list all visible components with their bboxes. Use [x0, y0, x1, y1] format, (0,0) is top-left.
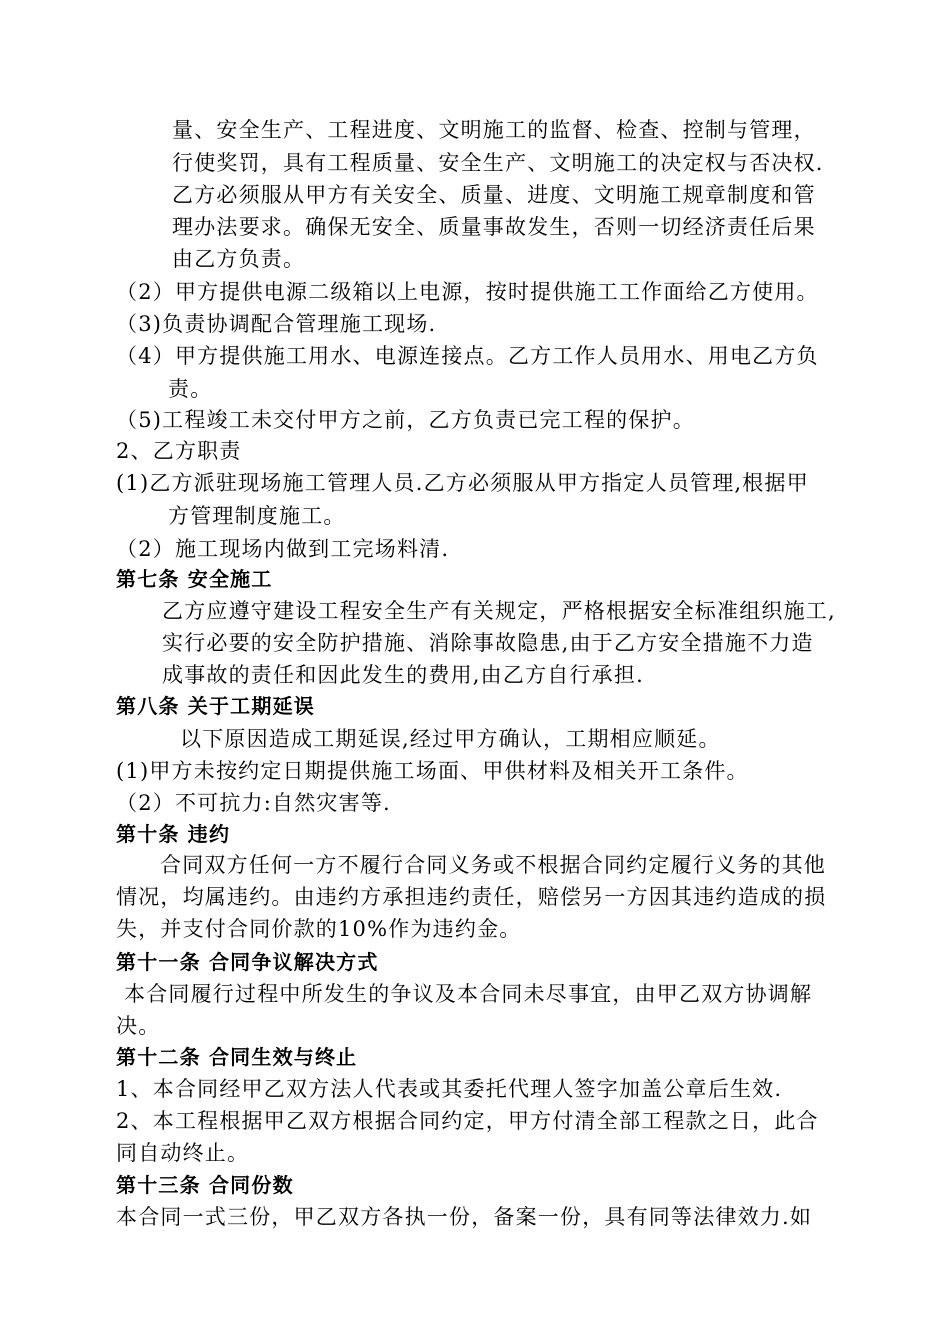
text-line: 同自动终止。	[116, 1141, 250, 1165]
text-line: 实行必要的安全防护措施、消除事故隐患,由于乙方安全措施不力造	[162, 631, 814, 655]
text-line: 以下原因造成工期延误,经过甲方确认，工期相应顺延。	[180, 727, 721, 751]
text-line: （5)工程竣工未交付甲方之前，乙方负责已完工程的保护。	[116, 408, 695, 432]
text-line: 2、本工程根据甲乙双方根据合同约定，甲方付清全部工程款之日，此合	[116, 1109, 819, 1133]
text-line: （2）甲方提供电源二级箱以上电源，按时提供施工工作面给乙方使用。	[116, 280, 819, 304]
text-line: 情况，均属违约。由违约方承担违约责任，赔偿另一方因其违约造成的损	[116, 885, 827, 909]
text-line: 2、乙方职责	[116, 439, 242, 463]
text-line: (1)乙方派驻现场施工管理人员.乙方必须服从甲方指定人员管理,根据甲	[116, 471, 809, 495]
text-line: 决。	[116, 1014, 161, 1038]
text-line: (1)甲方未按约定日期提供施工场面、甲供材料及相关开工条件。	[116, 759, 749, 783]
text-line: （2）施工现场内做到工完场料清.	[116, 537, 450, 561]
text-line: 方管理制度施工。	[168, 504, 346, 528]
text-line: （2）不可抗力:自然灾害等.	[116, 791, 391, 815]
text-line: 乙方必须服从甲方有关安全、质量、进度、文明施工规章制度和管	[172, 183, 816, 207]
section-heading: 第七条 安全施工	[116, 567, 273, 591]
section-heading: 第十一条 合同争议解决方式	[116, 950, 379, 974]
section-heading: 第八条 关于工期延误	[116, 694, 315, 718]
text-line: 成事故的责任和因此发生的费用,由乙方自行承担.	[162, 663, 644, 687]
text-line: 乙方应遵守建设工程安全生产有关规定，严格根据安全标准组织施工,	[162, 599, 836, 623]
text-line: （4）甲方提供施工用水、电源连接点。乙方工作人员用水、用电乙方负	[116, 344, 819, 368]
section-heading: 第十三条 合同份数	[116, 1173, 294, 1197]
text-line: （3)负责协调配合管理施工现场.	[116, 312, 437, 336]
text-line: 本合同一式三份，甲乙双方各执一份，备案一份，具有同等法律效力.如	[116, 1205, 813, 1229]
text-line: 行使奖罚，具有工程质量、安全生产、文明施工的决定权与否决权.	[172, 151, 824, 175]
text-line: 量、安全生产、工程进度、文明施工的监督、检查、控制与管理，	[172, 118, 816, 142]
text-line: 合同双方任何一方不履行合同义务或不根据合同约定履行义务的其他	[160, 853, 826, 877]
text-line: 责。	[168, 377, 213, 401]
section-heading: 第十二条 合同生效与终止	[116, 1045, 358, 1069]
text-line: 本合同履行过程中所发生的争议及本合同未尽事宜，由甲乙双方协调解	[124, 982, 813, 1006]
text-line: 失，并支付合同价款的10%作为违约金。	[116, 917, 522, 941]
text-line: 1、本合同经甲乙双方法人代表或其委托代理人签字加盖公章后生效.	[116, 1077, 783, 1101]
text-line: 由乙方负责。	[172, 247, 306, 271]
text-line: 理办法要求。确保无安全、质量事故发生，否则一切经济责任后果	[172, 215, 816, 239]
section-heading: 第十条 违约	[116, 822, 231, 846]
